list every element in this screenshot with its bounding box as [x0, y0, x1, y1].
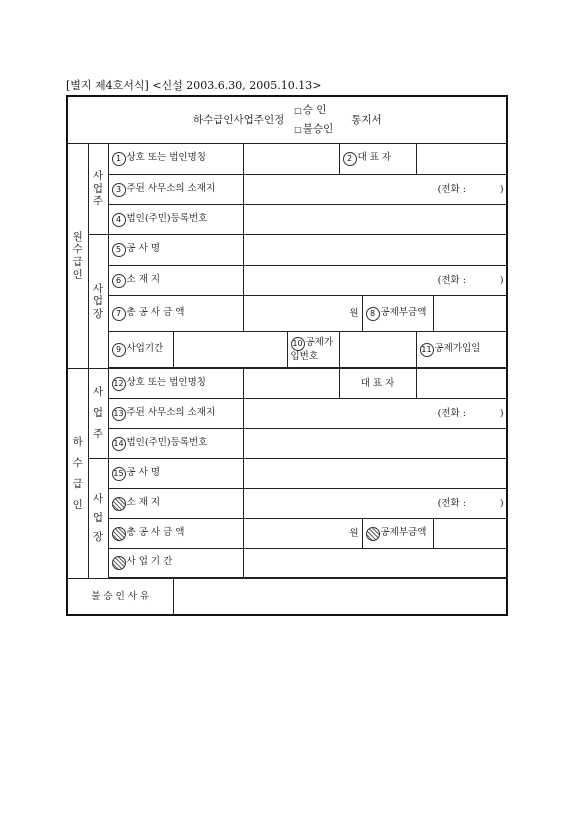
- circled-number: 2: [343, 152, 357, 166]
- prime-name-value[interactable]: [243, 144, 339, 175]
- sub-site-label: 사업장: [88, 459, 108, 579]
- prime-period-value[interactable]: [173, 332, 287, 368]
- sub-office-label: 13 주된 사무소의 소재지: [108, 399, 243, 429]
- reject-reason-label: 불 승 인 사 유: [67, 579, 173, 615]
- sub-regno-value[interactable]: [243, 429, 507, 459]
- circled-number: 1: [112, 152, 126, 166]
- circled-number: 3: [112, 183, 126, 197]
- prime-amount-value[interactable]: 원: [243, 296, 362, 332]
- prime-joinno-label: 10 공제가입번호: [287, 332, 339, 368]
- circled-number: [112, 556, 126, 570]
- prime-office-label: 3 주된 사무소의 소재지: [108, 175, 243, 205]
- circled-number: [112, 497, 126, 511]
- circled-number: 10: [291, 337, 305, 351]
- prime-period-label: 9 사업기간: [108, 332, 173, 368]
- prime-regno-value[interactable]: [243, 205, 507, 235]
- sub-location-label: 소 재 지: [108, 489, 243, 519]
- title-suffix: 통지서: [351, 113, 382, 126]
- circled-number: 6: [112, 274, 126, 288]
- sub-location-value[interactable]: (전화 : ): [243, 489, 507, 519]
- checkbox-icon: □: [294, 106, 302, 116]
- notice-form-table: [66, 95, 508, 616]
- prime-rep-value[interactable]: [416, 144, 507, 175]
- prime-project-label: 5 공 사 명: [108, 235, 243, 266]
- circled-number: 12: [112, 377, 126, 391]
- prime-joindate-label: 11 공제가입일: [416, 332, 507, 368]
- circled-number: 4: [112, 213, 126, 227]
- circled-number: 9: [112, 343, 126, 357]
- sub-rep-label: 대 표 자: [339, 369, 416, 399]
- prime-office-value[interactable]: (전화 : ): [243, 175, 507, 205]
- circled-number: 11: [420, 343, 434, 357]
- prime-location-value[interactable]: (전화 : ): [243, 266, 507, 296]
- circled-number: [366, 527, 380, 541]
- sub-premium-value[interactable]: [433, 519, 507, 549]
- sub-office-value[interactable]: (전화 : ): [243, 399, 507, 429]
- form-header: [별지 제4호서식] <신설 2003.6.30, 2005.10.13>: [66, 79, 322, 92]
- sub-project-label: 15 공 사 명: [108, 459, 243, 489]
- prime-regno-label: 4 법인(주민)등록번호: [108, 205, 243, 235]
- title-row: [67, 96, 507, 144]
- circled-number: 13: [112, 407, 126, 421]
- circled-number: 5: [112, 243, 126, 257]
- prime-site-label: 사업장: [88, 235, 108, 369]
- sub-contractor-label: 하수급인: [67, 369, 88, 579]
- checkbox-icon: □: [294, 125, 302, 134]
- prime-premium-value[interactable]: [433, 296, 507, 332]
- circled-number: 14: [112, 437, 126, 451]
- prime-rep-label: 2 대 표 자: [339, 144, 416, 175]
- sub-premium-label: 공제부금액: [362, 519, 433, 549]
- prime-employer-label: 사업주: [88, 144, 108, 235]
- form-title: [67, 96, 507, 144]
- sub-period-label: 사 업 기 간: [108, 549, 243, 578]
- sub-amount-value[interactable]: 원: [243, 519, 362, 549]
- title-main: 하수급인사업주인정: [192, 113, 285, 126]
- prime-name-label: 1 상호 또는 법인명칭: [108, 144, 243, 175]
- sub-name-label: 12 상호 또는 법인명칭: [108, 369, 243, 399]
- sub-rep-value[interactable]: [416, 369, 507, 399]
- prime-premium-label: 8 공제부금액: [362, 296, 433, 332]
- sub-project-value[interactable]: [243, 459, 507, 489]
- circled-number: 15: [112, 467, 126, 481]
- prime-contractor-label: 원수급인: [67, 144, 88, 369]
- sub-name-value[interactable]: [243, 369, 339, 399]
- sub-period-value[interactable]: [243, 549, 507, 578]
- prime-joinno-value[interactable]: [339, 332, 416, 368]
- circled-number: 8: [366, 307, 380, 321]
- circled-number: [112, 527, 126, 541]
- prime-location-label: 6 소 재 지: [108, 266, 243, 296]
- prime-project-value[interactable]: [243, 235, 507, 266]
- prime-amount-label: 7 총 공 사 금 액: [108, 296, 243, 332]
- circled-number: 7: [112, 307, 126, 321]
- sub-employer-label: 사업주: [88, 369, 108, 459]
- sub-regno-label: 14 법인(주민)등록번호: [108, 429, 243, 459]
- reject-reason-value[interactable]: [173, 579, 507, 615]
- sub-amount-label: 총 공 사 금 액: [108, 519, 243, 549]
- approve-option[interactable]: □승 인: [294, 104, 327, 117]
- reject-option[interactable]: □불승인: [294, 123, 334, 135]
